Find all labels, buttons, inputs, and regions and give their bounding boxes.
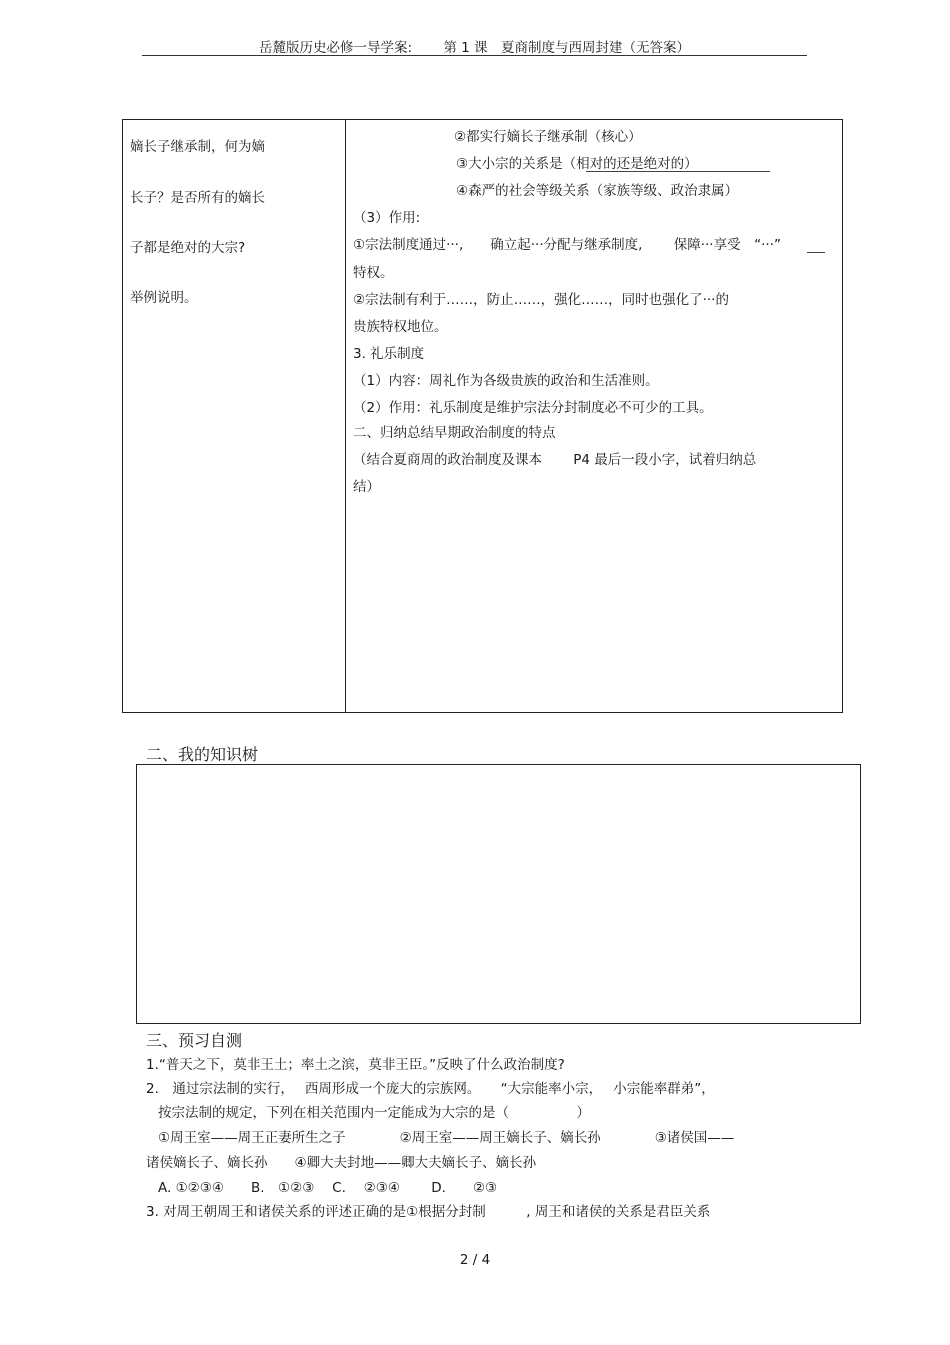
question-1: 1.“普天之下，莫非王土；率土之滨，莫非王臣。”反映了什么政治制度?	[146, 1057, 565, 1073]
question-2-items-1: ①周王室——周王正妻所生之子 ②周王室——周王嫡长子、嫡长孙 ③诸侯国——	[158, 1130, 735, 1146]
table-column-divider	[345, 119, 346, 713]
role-heading: （3）作用:	[353, 210, 421, 226]
ritual-heading: 3. 礼乐制度	[353, 346, 425, 362]
summary-heading: 二、归纳总结早期政治制度的特点	[353, 425, 556, 441]
feature-line-2: ②都实行嫡长子继承制（核心）	[454, 129, 642, 145]
self-test-title: 三、预习自测	[146, 1031, 243, 1050]
ritual-content: （1）内容：周礼作为各级贵族的政治和生活准则。	[353, 373, 659, 389]
summary-instruction-cont: 结）	[353, 479, 380, 495]
role-quote-underline	[807, 252, 825, 253]
feature-line-3-underline	[586, 171, 770, 172]
role-line-1: ①宗法制度通过···, 确立起···分配与继承制度, 保障···享受 “···”	[353, 237, 781, 253]
knowledge-tree-title: 二、我的知识树	[146, 745, 259, 764]
role-line-1-cont: 特权。	[353, 265, 394, 281]
question-2-line-2: 按宗法制的规定，下列在相关范围内一定能成为大宗的是（ ）	[158, 1105, 590, 1121]
page-header: 岳麓版历史必修一导学案: 第 1 课 夏商制度与西周封建（无答案）	[258, 40, 690, 56]
summary-instruction: （结合夏商周的政治制度及课本 P4 最后一段小字，试着归纳总	[353, 452, 757, 468]
question-2-options: A. ①②③④ B. ①②③ C. ②③④ D. ②③	[158, 1180, 498, 1196]
page-number: 2 / 4	[459, 1252, 491, 1268]
ritual-role: （2）作用：礼乐制度是维护宗法分封制度必不可少的工具。	[353, 400, 713, 416]
knowledge-tree-box	[136, 764, 861, 1024]
feature-line-4: ④森严的社会等级关系（家族等级、政治隶属）	[456, 183, 739, 199]
study-table	[122, 119, 843, 713]
header-rule	[142, 55, 807, 56]
question-3: 3. 对周王朝周王和诸侯关系的评述正确的是①根据分封制 , 周王和诸侯的关系是君臣关系	[146, 1204, 711, 1220]
feature-line-3: ③大小宗的关系是（相对的还是绝对的）	[456, 156, 698, 172]
left-question-line-1: 嫡长子继承制，何为嫡	[130, 139, 265, 155]
left-question-line-4: 举例说明。	[130, 290, 198, 306]
left-question-line-2: 长子？是否所有的嫡长	[130, 190, 265, 206]
question-2-line-1: 2. 通过宗法制的实行， 西周形成一个庞大的宗族网。 “大宗能率小宗， 小宗能率群弟”，	[146, 1081, 715, 1097]
question-2-items-2: 诸侯嫡长子、嫡长孙 ④卿大夫封地——卿大夫嫡长子、嫡长孙	[146, 1155, 537, 1171]
role-line-2-cont: 贵族特权地位。	[353, 319, 448, 335]
role-line-2: ②宗法制有利于……，防止……，强化……，同时也强化了···的	[353, 292, 729, 308]
left-question-line-3: 子都是绝对的大宗?	[130, 240, 246, 256]
